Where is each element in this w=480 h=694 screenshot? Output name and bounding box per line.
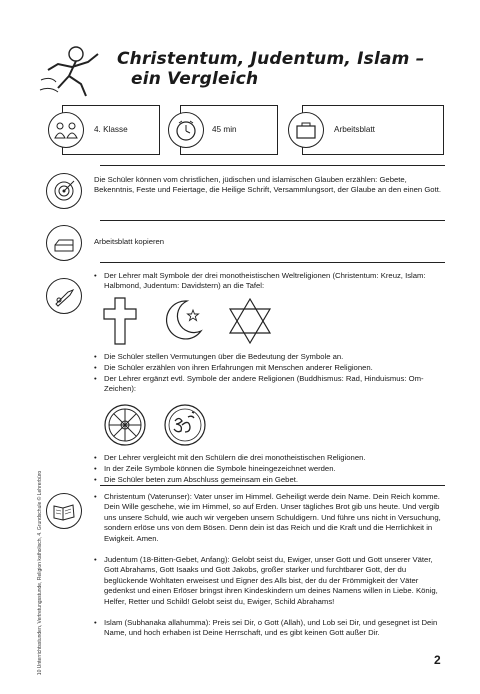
- step-text: Der Lehrer malt Symbole der drei monotheistischen Weltreligionen (Christentum: Kreuz, Islam: Halbmond, Judentum: Davidstern) an die Tafel:: [104, 271, 426, 291]
- divider-preparation: [100, 220, 445, 221]
- prayer-text: Christentum (Vaterunser): Vater unser im Himmel. Geheiligt werde dein Name. Dein Reich komme. Dein Wille geschehe, wie im Himmel, so auf Erden. Unser tägliches Brot gib uns heute. Und vergib uns unsere Schuld, wie auch wir vergeben unsern Schuldigern. Und führe uns nicht in Versuchung, sondern erlöse uns von dem Bösen. Denn dein ist das Reich und die Kraft und die Herrlichkeit in Ewigkeit. Amen.: [104, 492, 441, 543]
- book-icon: [46, 493, 82, 529]
- step-text: Der Lehrer ergänzt evtl. Symbole der andere Religionen (Buddhismus: Rad, Hinduismus: Om-Zeichen):: [104, 374, 424, 394]
- step-text: Die Schüler erzählen von ihren Erfahrungen mit Menschen anderer Religionen.: [104, 363, 373, 372]
- people-icon: [48, 112, 84, 148]
- preparation-text: Arbeitsblatt kopieren: [94, 237, 165, 246]
- bullet-mark: •: [94, 271, 97, 280]
- cross-symbol-icon: [103, 297, 137, 345]
- briefcase-icon: [288, 112, 324, 148]
- clock-icon: [168, 112, 204, 148]
- bullet-mark: •: [94, 374, 97, 383]
- bullet-mark: •: [94, 363, 97, 372]
- bullet-mark: •: [94, 618, 97, 627]
- step-text: Die Schüler beten zum Abschluss gemeinsam ein Gebet.: [104, 475, 298, 484]
- bullet-mark: •: [94, 453, 97, 462]
- duration-label: 45 min: [212, 125, 237, 134]
- divider-goals: [100, 165, 445, 166]
- step-text: In der Zeile Symbole können die Symbole hineingezeichnet werden.: [104, 464, 336, 473]
- step-text: Die Schüler stellen Vermutungen über die Bedeutung der Symbole an.: [104, 352, 344, 361]
- goals-text: Die Schüler können vom christlichen, jüdischen und islamischen Glauben erzählen: Gebete, Bekenntnis, Feste und Feiertage, die Heilige Schrift, Versammlungsort, der Glaube an den einen Gott.: [94, 175, 441, 195]
- running-figure-illustration: [36, 40, 106, 100]
- bullet-mark: •: [94, 492, 97, 501]
- star-of-david-symbol-icon: [227, 297, 273, 345]
- bullet-mark: •: [94, 475, 97, 484]
- bullet-mark: •: [94, 555, 97, 564]
- page-number: 2: [434, 653, 441, 667]
- suitcase-icon: [46, 225, 82, 261]
- dharma-wheel-symbol-icon: [103, 403, 147, 447]
- horn-icon: [46, 278, 82, 314]
- step-text: Der Lehrer vergleicht mit den Schülern die drei monotheistischen Religionen.: [104, 453, 366, 462]
- page-title-line-1: Christentum, Judentum, Islam –: [117, 49, 425, 69]
- divider-prayers: [100, 485, 445, 486]
- material-label: Arbeitsblatt: [334, 125, 375, 134]
- copyright-side-text: 10 Unterrichtsstunden, Vertretungsstunde, Religion katholisch, 4. Grundschule © Lehrerbüro: [37, 470, 43, 676]
- om-symbol-icon: [163, 403, 207, 447]
- crescent-symbol-icon: [163, 298, 205, 342]
- prayer-text: Judentum (18-Bitten-Gebet, Anfang): Gelobt seist du, Ewiger, unser Gott und Gott unserer Väter, Gott Abrahams, Gott Isaaks und Gott Jakobs, großer starker und furchtbarer Gott, der du beglückende Wohltaten erweisest und Eigner des Alls bist, der du der Frömmigkeit der Väter gedenkst und einen Erlöser bringst ihren Kindeskindern um deines Namens willen in Liebe. König, Helfer, Retter und Schild! Gelobt seist du, Ewiger, Schild Abrahams!: [104, 555, 438, 606]
- class-label: 4. Klasse: [94, 125, 128, 134]
- target-icon: [46, 173, 82, 209]
- divider-procedure: [100, 262, 445, 263]
- prayer-text: Islam (Subhanaka allahumma): Preis sei Dir, o Gott (Allah), und Lob sei Dir, und gesegnet ist Dein Name, und hoch erhaben ist Deine Herrschaft, und es gibt keinen Gott außer Dir.: [104, 618, 438, 638]
- bullet-mark: •: [94, 352, 97, 361]
- bullet-mark: •: [94, 464, 97, 473]
- page-title-line-2: ein Vergleich: [131, 69, 259, 89]
